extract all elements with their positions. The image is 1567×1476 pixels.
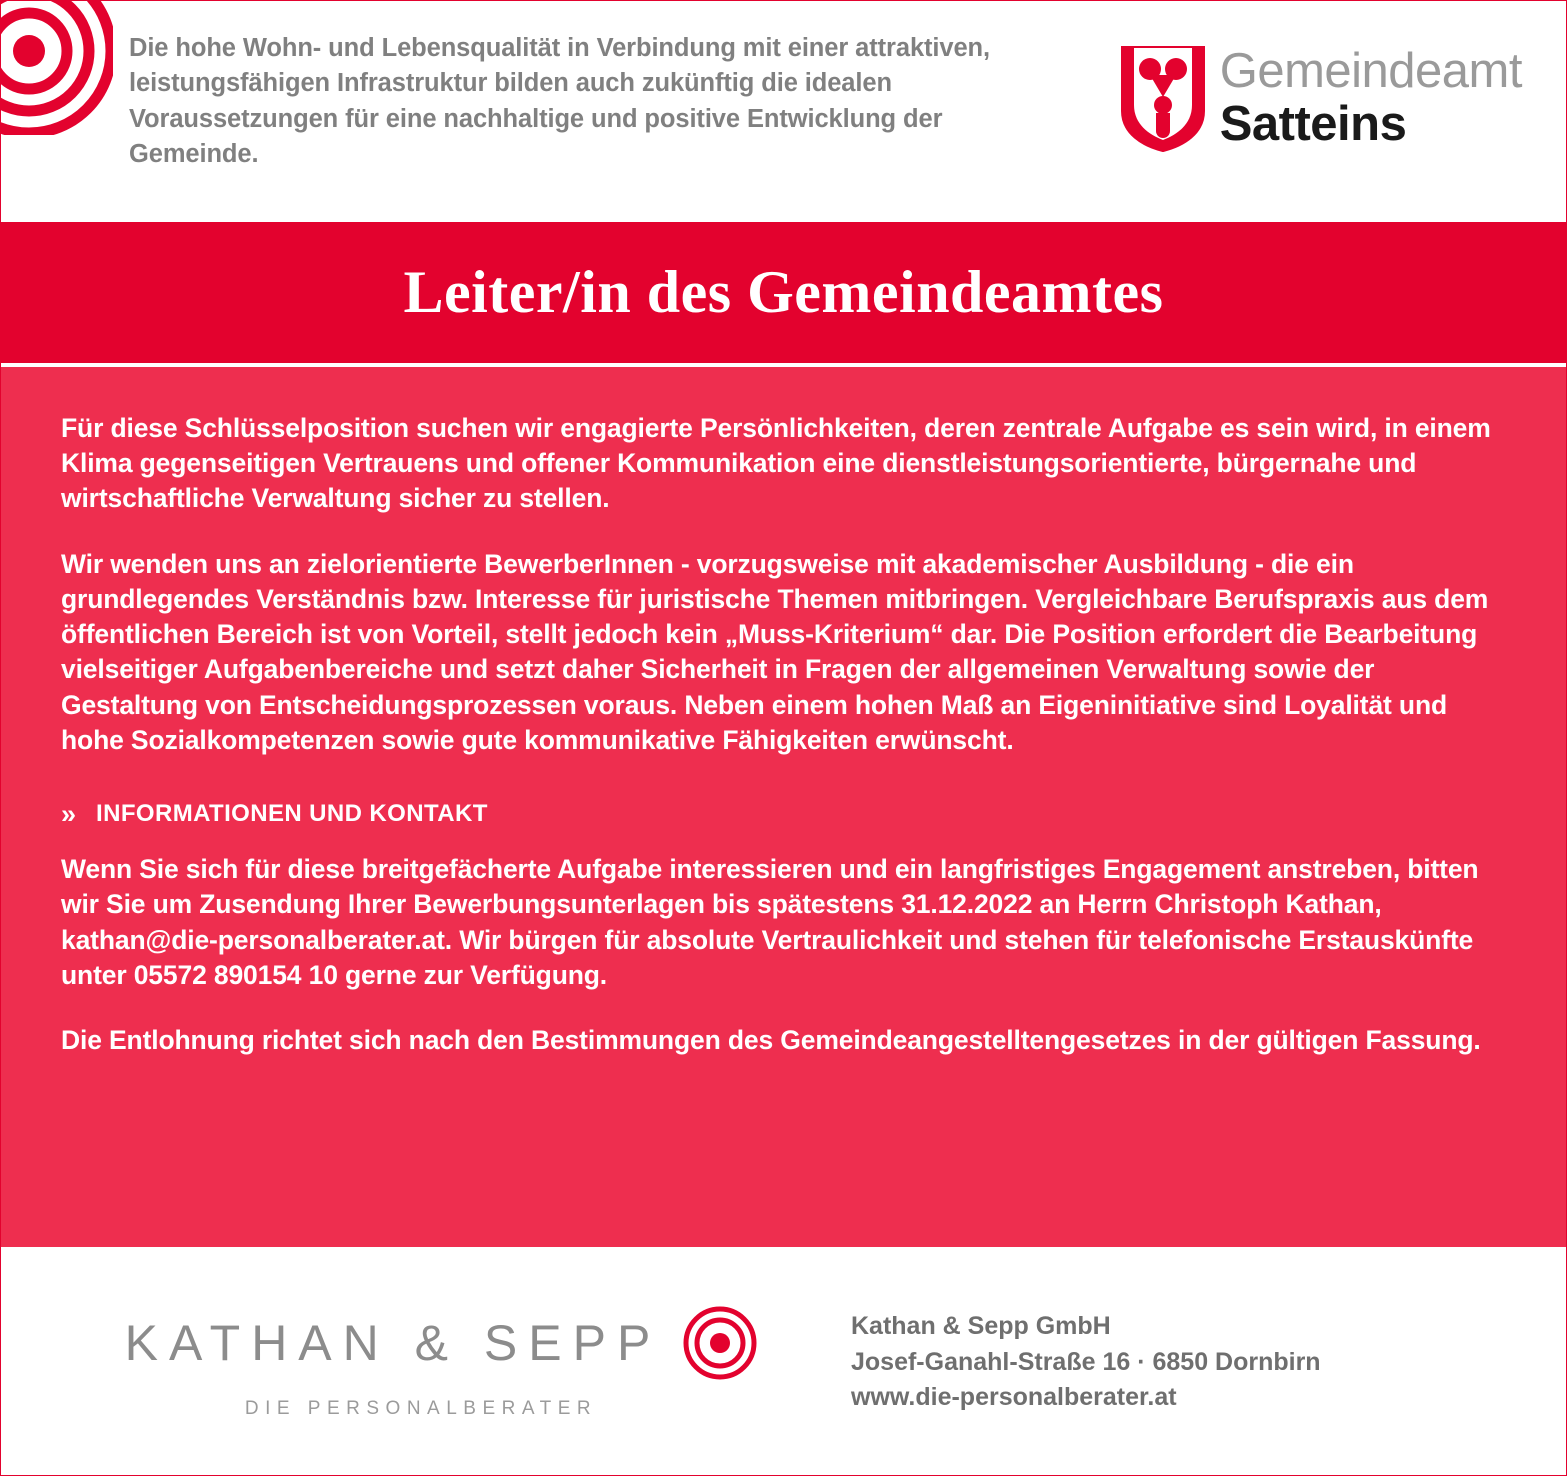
job-title-bar: [1, 219, 1566, 367]
logo-line-gemeindeamt: Gemeindeamt: [1219, 44, 1522, 98]
header-intro-text: Die hohe Wohn- und Lebensqualität in Verbindung mit einer attraktiven, leistungsfähigen Infrastruktur bilden auch zukünftig die idealen Voraussetzungen für eine nachhaltige und positive Entwicklung der Gemeinde.: [129, 34, 991, 169]
company-address: [851, 1309, 1321, 1416]
logo-line-satteins: Satteins: [1219, 97, 1407, 151]
page-title: Leiter/in des Gemeindeamtes: [403, 259, 1164, 325]
ad-body: [1, 367, 1566, 1247]
ad-header: [1, 1, 1566, 219]
address-website[interactable]: www.die-personalberater.at: [851, 1383, 1177, 1412]
contact-section-heading: [61, 800, 1506, 828]
address-street-city: Josef-Ganahl-Straße 16 · 6850 Dornbirn: [851, 1347, 1321, 1376]
kathan-sepp-wordmark: KATHAN & SEPP: [124, 1314, 662, 1371]
address-company-name: Kathan & Sepp GmbH: [851, 1312, 1111, 1341]
body-paragraph-3: Wenn Sie sich für diese breitgefächerte Aufgabe interessieren und ein langfristiges Engagement anstreben, bitten wir Sie um Zusendung Ihrer Bewerbungsunterlagen bis spätestens 31.12.2022 an Herrn Christoph Kathan, kathan@die-personalberater.at. Wir bürgen für absolute Vertraulichkeit und stehen für telefonische Erstauskünfte unter 05572 890154 10 gerne zur Verfügung.: [61, 854, 1479, 990]
concentric-target-icon: [1, 1, 113, 135]
ad-footer: [1, 1247, 1566, 1475]
gemeindeamt-logo: [1120, 45, 1522, 153]
satteins-coat-of-arms-icon: [1120, 45, 1206, 153]
body-paragraph-2: Wir wenden uns an zielorientierte BewerberInnen - vorzugsweise mit akademischer Ausbildung - die ein grundlegendes Verständnis bzw. Interesse für juristische Themen mitbringen. Vergleichbare Berufspraxis aus dem öffentlichen Bereich ist von Vorteil, stellt jedoch kein „Muss-Kriterium“ dar. Die Position erfordert die Bearbeitung vielseitiger Aufgabenbereiche und setzt daher Sicherheit in Fragen der allgemeinen Verwaltung sowie der Gestaltung von Entscheidungsprozessen voraus. Neben einem hohen Maß an Eigeninitiative sind Loyalität und hohe Sozialkompetenzen sowie gute kommunikative Fähigkeiten erwünscht.: [61, 548, 1489, 755]
kathan-sepp-logo: [61, 1306, 821, 1420]
double-chevron-right-icon: »: [61, 798, 77, 829]
concentric-target-icon: [683, 1306, 757, 1380]
body-paragraph-1: Für diese Schlüsselposition suchen wir engagierte Persönlichkeiten, deren zentrale Aufgabe es sein wird, in einem Klima gegenseitigen Vertrauens und offener Kommunikation eine dienstleistungsorientierte, bürgernahe und wirtschaftliche Verwaltung sicher zu stellen.: [61, 413, 1491, 514]
kathan-sepp-tagline: DIE PERSONALBERATER: [244, 1397, 598, 1419]
contact-section-label: INFORMATIONEN UND KONTAKT: [96, 800, 488, 828]
fineprint-note: Die Entlohnung richtet sich nach den Bestimmungen des Gemeindeangestelltengesetzes in der gültigen Fassung.: [61, 1025, 1481, 1056]
